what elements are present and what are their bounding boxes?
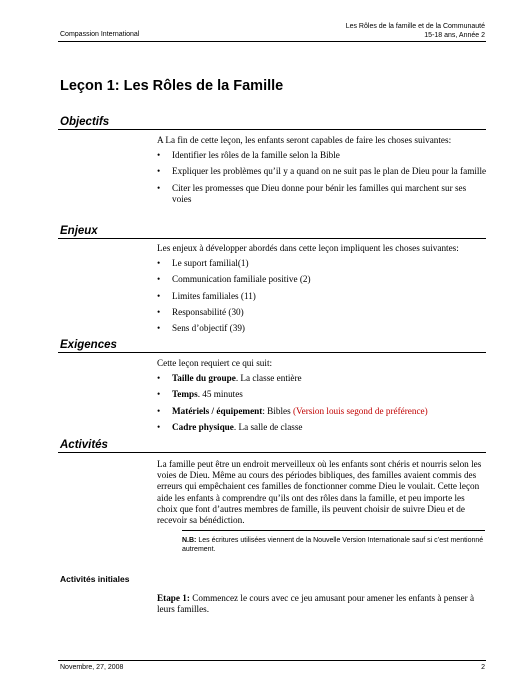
list-item: • Le suport familial(1) [157, 258, 249, 269]
section-heading-enjeux: Enjeux [60, 225, 98, 237]
list-item: • Limites familiales (11) [157, 290, 256, 301]
exigences-list [157, 373, 487, 433]
list-item: • Taille du groupe. La classe entière [157, 373, 302, 384]
list-item: • Sens d’objectif (39) [157, 323, 245, 334]
note-text: Les écritures utilisées viennent de la Nouvelle Version Internationale sauf si c’est mentionné autrement. [182, 537, 484, 553]
section-heading-objectifs: Objectifs [60, 116, 110, 128]
bullet-icon: • [157, 405, 161, 416]
header-divider [58, 41, 486, 42]
bullet-icon: • [157, 389, 161, 400]
enjeux-intro: Les enjeux à développer abordés dans cette leçon impliquent les choses suivantes: [157, 243, 459, 253]
bullet-icon: • [157, 373, 161, 384]
objectifs-list [157, 150, 487, 205]
etape-text: Commencez le cours avec ce jeu amusant pour amener les enfants à penser à leurs familles. [157, 593, 475, 615]
bullet-icon: • [157, 421, 161, 432]
list-item: • Communication familiale positive (2) [157, 274, 311, 285]
enjeux-list [157, 258, 487, 334]
bullet-icon: • [157, 290, 161, 301]
activites-paragraph: La famille peut être un endroit merveilleux où les enfants sont chéris et nourris selon les voies de Dieu. Même au cours des périodes bibliques, des familles avaient commis des erreurs qui empêchaient ces familles de fonctionner comme Dieu le voulait. Cette leçon aide les enfants à comprendre qu’ils ont des rôles dans la famille, et peu importe les choix que font d’autres membres de famille, ils peuvent choisir de suivre Dieu et de recevoir sa bénédiction. [157, 459, 482, 526]
bullet-icon: • [157, 306, 161, 317]
activites-body [157, 459, 487, 526]
list-item: • Matériels / équipement: Bibles (Version louis segond de préférence) [157, 405, 428, 416]
exigences-intro: Cette leçon requiert ce qui suit: [157, 358, 273, 368]
header-course-info [346, 22, 485, 40]
bullet-icon: • [157, 182, 161, 193]
etape-1 [157, 593, 487, 615]
objectifs-intro: A La fin de cette leçon, les enfants seront capables de faire les choses suivantes: [157, 135, 452, 145]
section-heading-exigences: Exigences [60, 339, 117, 351]
section-divider [58, 352, 486, 353]
bullet-icon: • [157, 166, 161, 177]
bullet-icon: • [157, 274, 161, 285]
objectifs-body [157, 135, 487, 210]
list-item: • Expliquer les problèmes qu’il y a quand on ne suit pas le plan de Dieu pour la famille [157, 166, 487, 177]
header-organization: Compassion International [60, 31, 140, 38]
heading-activites-initiales: Activités initiales [60, 574, 130, 584]
bullet-icon: • [157, 150, 161, 161]
enjeux-body [157, 243, 487, 339]
bullet-icon: • [157, 323, 161, 334]
header-course-title: Les Rôles de la famille et de la Communauté [345, 23, 485, 30]
exigences-body [157, 358, 487, 438]
list-item: • Responsabilité (30) [157, 306, 244, 317]
version-note: (Version louis segond de préférence) [292, 405, 428, 416]
etape-label: Etape 1: [157, 593, 190, 603]
note-label: N.B: [182, 537, 197, 544]
list-item: • Cadre physique. La salle de classe [157, 421, 303, 432]
section-heading-activites: Activités [60, 439, 108, 451]
section-divider [58, 238, 486, 239]
footer-divider [58, 660, 486, 661]
section-divider [58, 452, 486, 453]
bullet-icon: • [157, 258, 161, 269]
page-number: 2 [481, 664, 485, 671]
lesson-title: Leçon 1: Les Rôles de la Famille [60, 78, 284, 94]
list-item: • Temps. 45 minutes [157, 389, 243, 400]
header-age-year: 15-18 ans, Année 2 [424, 32, 485, 39]
footer-date: Novembre, 27, 2008 [60, 664, 124, 671]
list-item: • Identifier les rôles de la famille selon la Bible [157, 150, 340, 161]
section-divider [58, 129, 486, 130]
scripture-note [182, 530, 485, 554]
list-item: • Citer les promesses que Dieu donne pour bénir les familles qui marchent sur ses voies [157, 182, 467, 204]
